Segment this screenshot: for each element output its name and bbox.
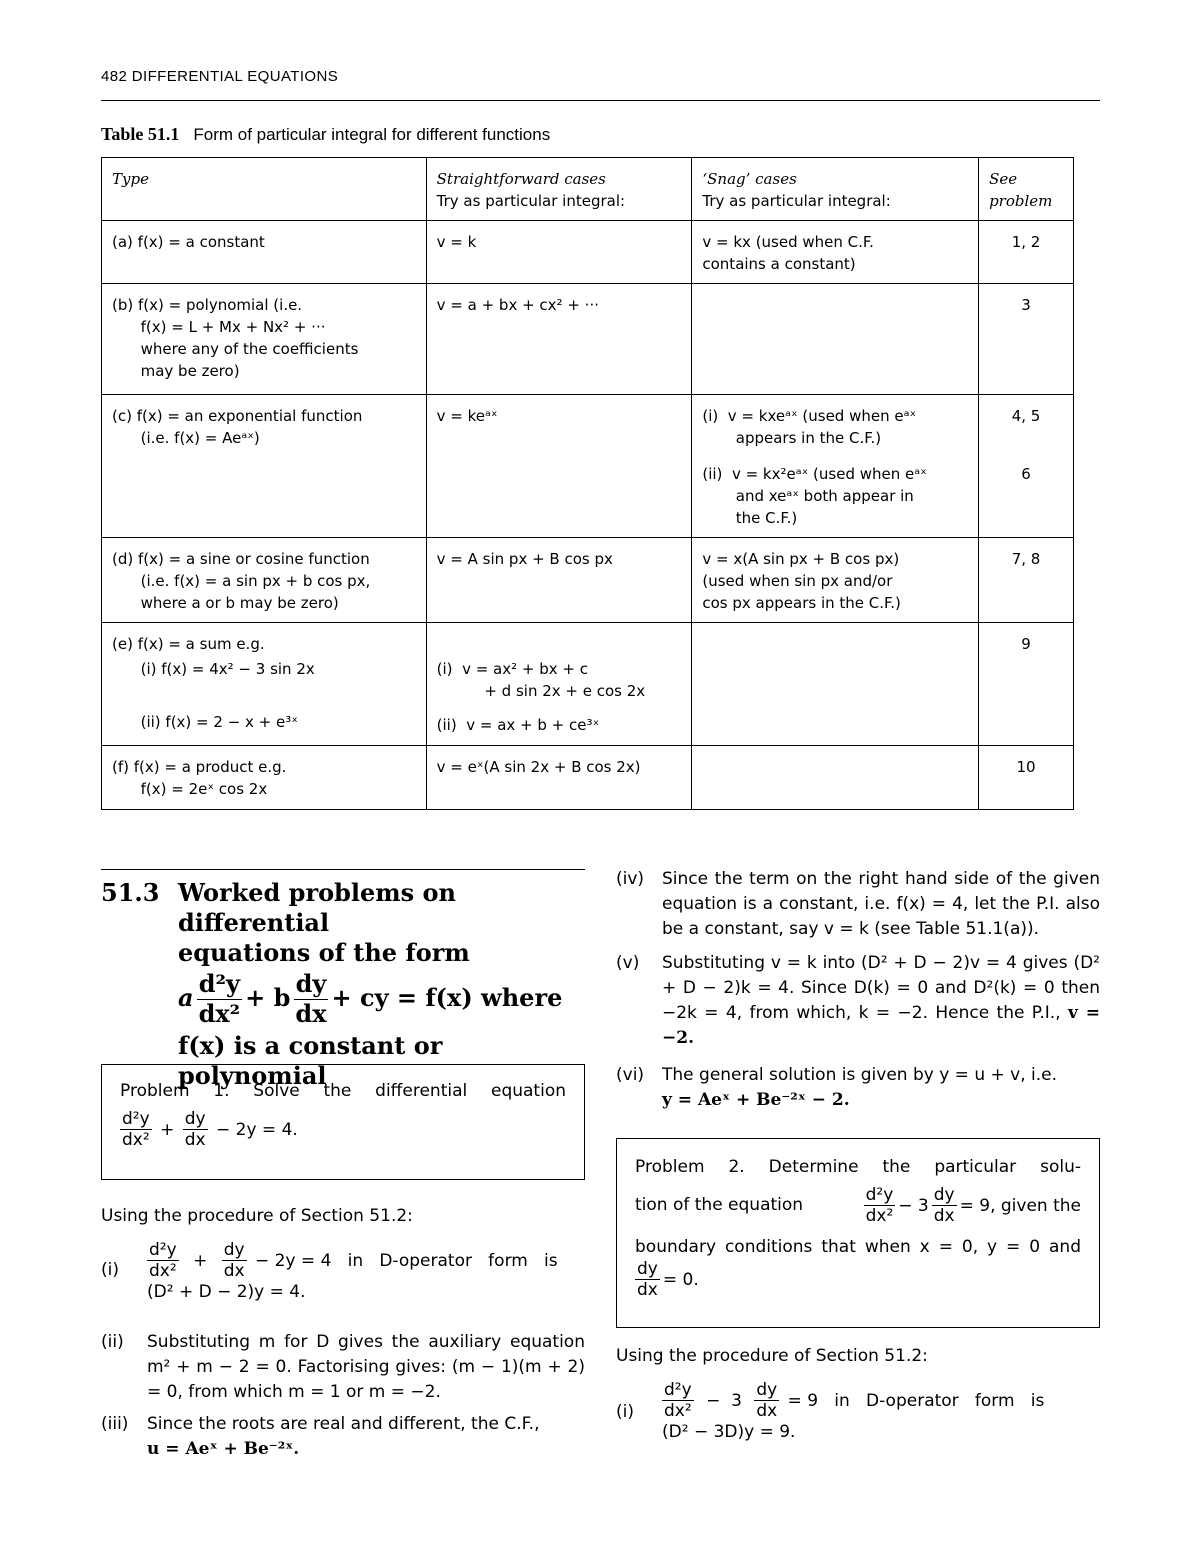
section-title-line4: f(x) is a constant or polynomial [178, 1030, 443, 1090]
row-a-snag-line1: v = kx (used when C.F. [702, 233, 874, 251]
problem-2-text1: Determine the particular solu- [768, 1157, 1081, 1177]
row-b-type-line3: where any of the coefficients [112, 340, 359, 358]
table-label: Table 51.1 [101, 124, 180, 144]
left-step-i: (i) $\frac{\text{d²y}}{\text{dx²}}$ + $\frac{dy}{dx}$ − 2y = 4 in D-operator form is (D² + D − 2)y = 4. [101, 1240, 585, 1320]
header-snag-sub: Try as particular integral: [702, 192, 891, 210]
table-row [102, 395, 1074, 538]
header-rule [101, 100, 1100, 101]
row-c-see2: 6 [1021, 465, 1031, 483]
problem-2-box [616, 1138, 1100, 1328]
particular-integral-table [101, 157, 1074, 810]
row-e-straight-i-line2: + d sin 2x + e cos 2x [436, 682, 646, 700]
row-e-type-line3: (ii) f(x) = 2 − x + e³ˣ [112, 713, 298, 731]
header-straightforward: Straightforward cases [436, 170, 606, 188]
row-e-type-line2: (i) f(x) = 4x² − 3 sin 2x [112, 660, 315, 678]
header-type: Type [112, 170, 149, 188]
right-step-i: (i) $\frac{\text{d²y}}{\text{dx²}}$ − 3 $\frac{dy}{dx}$ = 9 in D-operator form is (D² − 3D)y = 9. [616, 1380, 1100, 1466]
section-rule [101, 869, 585, 870]
section-heading [101, 878, 591, 1090]
row-e-see: 9 [1021, 635, 1031, 653]
section-title-line1: Worked problems on differential [178, 878, 457, 937]
section-number: 51.3 [101, 878, 160, 907]
left-step-iii: (iii) Since the roots are real and different, the C.F., u = Aeˣ + Be⁻²ˣ. [101, 1414, 540, 1459]
section-title-line2: equations of the form [178, 938, 470, 967]
problem-1-title: Problem 1. [120, 1081, 230, 1101]
row-c-snag-ii-line3: the C.F.) [702, 509, 798, 527]
table-row [102, 746, 1074, 810]
problem-1-box [101, 1064, 585, 1180]
header-see: See [989, 170, 1018, 188]
header-snag: ‘Snag’ cases [702, 170, 797, 188]
row-d-snag-line1: v = x(A sin px + B cos px) [702, 550, 900, 568]
row-c-snag-ii-line1: (ii) v = kx²eᵃˣ (used when eᵃˣ [702, 465, 927, 483]
left-step-ii: (ii) Substituting m for D gives the auxiliary equation m² + m − 2 = 0. Factorising gives: (m − 1)(m + 2) = 0, from which m = 1 or m = −2. [101, 1332, 585, 1402]
row-c-snag-i-line2: appears in the C.F.) [702, 429, 882, 447]
section-equation: a $\frac{\text{d²y}}{\text{dx²}}$ + b $\frac{dy}{dx}$ + cy = f(x) where [178, 969, 563, 1028]
problem-1-text: Solve the differential equation [253, 1081, 566, 1101]
row-f-straight: v = eˣ(A sin 2x + B cos 2x) [436, 758, 641, 776]
right-intro: Using the procedure of Section 51.2: [616, 1346, 928, 1366]
table-row [102, 221, 1074, 284]
row-f-type-line2: f(x) = 2eˣ cos 2x [112, 780, 268, 798]
left-intro: Using the procedure of Section 51.2: [101, 1206, 413, 1226]
row-e-straight-i-line1: (i) v = ax² + bx + c [436, 660, 588, 678]
header-straightforward-sub: Try as particular integral: [436, 192, 626, 210]
row-d-snag-line3: cos px appears in the C.F.) [702, 594, 901, 612]
header-problem: problem [989, 192, 1053, 210]
table-row [102, 284, 1074, 395]
row-b-straight: v = a + bx + cx² + ··· [436, 296, 599, 314]
right-step-v: (v) Substituting v = k into (D² + D − 2)v = 4 gives (D² + D − 2)k = 4. Since D(k) = 0 and D²(k) = 0 then −2k = 4, from which, k = −2. Hence the P.I., v = −2. [616, 953, 1101, 1048]
problem-2-title: Problem 2. [635, 1157, 745, 1177]
row-c-type-line1: (c) f(x) = an exponential function [112, 407, 363, 425]
row-c-straight: v = keᵃˣ [436, 407, 498, 425]
row-a-type: (a) f(x) = a constant [112, 233, 265, 251]
table-caption-text: Form of particular integral for different functions [193, 125, 551, 144]
row-e-type-line1: (e) f(x) = a sum e.g. [112, 635, 265, 653]
row-c-snag-ii-line2: and xeᵃˣ both appear in [702, 487, 914, 505]
row-a-snag-line2: contains a constant) [702, 255, 856, 273]
row-c-type-line2: (i.e. f(x) = Aeᵃˣ) [112, 429, 260, 447]
row-a-see: 1, 2 [1011, 233, 1041, 251]
right-step-iv: (iv) Since the term on the right hand side of the given equation is a constant, i.e. f(x) = 4, let the P.I. also be a constant, say v = k (see Table 51.1(a)). [616, 869, 1100, 939]
row-d-snag-line2: (used when sin px and/or [702, 572, 893, 590]
problem-2-condition: $\frac{dy}{dx}$ = 0. [637, 1259, 699, 1301]
row-b-type-line2: f(x) = L + Mx + Nx² + ··· [112, 318, 326, 336]
row-b-see: 3 [1021, 296, 1031, 314]
right-step-i-line2: (D² − 3D)y = 9. [662, 1421, 796, 1442]
row-d-type-line1: (d) f(x) = a sine or cosine function [112, 550, 370, 568]
row-f-type-line1: (f) f(x) = a product e.g. [112, 758, 287, 776]
table-row [102, 538, 1074, 623]
right-step-vi: (vi) The general solution is given by y = u + v, i.e. y = Aeˣ + Be⁻²ˣ − 2. [616, 1065, 1058, 1110]
table-header-row [102, 158, 1074, 221]
row-d-straight: v = A sin px + B cos px [436, 550, 613, 568]
problem-2-equation: tion of the equation $\frac{\text{d²y}}{\text{dx²}}$ − 3 $\frac{dy}{dx}$ = 9, given the [635, 1185, 1081, 1227]
table-row [102, 623, 1074, 746]
row-d-see: 7, 8 [1011, 550, 1041, 568]
row-b-type-line4: may be zero) [112, 362, 240, 380]
row-b-type-line1: (b) f(x) = polynomial (i.e. [112, 296, 303, 314]
table-caption [101, 124, 550, 145]
running-header: 482 DIFFERENTIAL EQUATIONS [101, 68, 339, 85]
problem-2-text3: boundary conditions that when x = 0, y = 0 and [635, 1237, 1081, 1257]
row-e-straight-ii: (ii) v = ax + b + ce³ˣ [436, 716, 600, 734]
row-a-straight: v = k [436, 233, 477, 251]
row-c-see: 4, 5 [1011, 407, 1041, 425]
problem-1-equation: $\frac{\text{d²y}}{\text{dx²}}$ + $\frac{dy}{dx}$ − 2y = 4. [122, 1109, 298, 1151]
row-c-snag-i-line1: (i) v = kxeᵃˣ (used when eᵃˣ [702, 407, 917, 425]
left-step-i-line2: (D² + D − 2)y = 4. [147, 1281, 306, 1302]
row-d-type-line2: (i.e. f(x) = a sin px + b cos px, [112, 572, 371, 590]
row-d-type-line3: where a or b may be zero) [112, 594, 339, 612]
row-f-see: 10 [1016, 758, 1036, 776]
